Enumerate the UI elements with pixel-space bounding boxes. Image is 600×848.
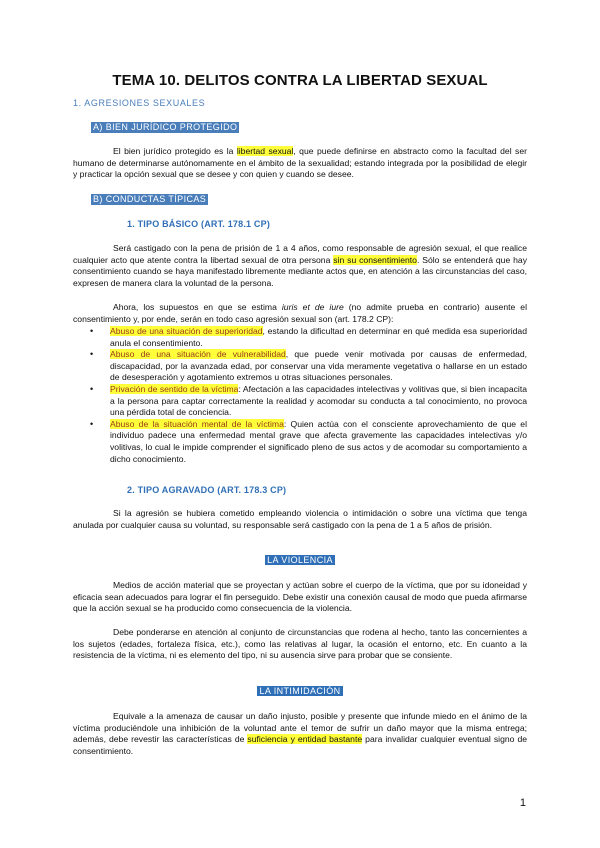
heading-conductas-tipicas: B) CONDUCTAS TÍPICAS bbox=[93, 194, 207, 204]
text-run: . Sólo se entenderá que hay consentimiento cuando se haya manifestado libremente mediante actos que, en atención a las circunstancias del caso, expresen de manera clara la voluntad de la persona. bbox=[73, 254, 527, 288]
bullet-icon: • bbox=[90, 326, 94, 336]
list-item-text: , estando la dificultad en determinar en qué medida esa superioridad anula el consentimiento. bbox=[110, 326, 527, 348]
heading-intimidacion-wrap bbox=[0, 686, 600, 697]
highlight-suficiencia: suficiencia y entidad bastante bbox=[247, 734, 363, 745]
text-run: Ahora, los supuestos en que se estima bbox=[113, 302, 282, 312]
heading-violencia-wrap bbox=[0, 555, 600, 566]
heading-intimidacion: LA INTIMIDACIÓN bbox=[259, 686, 341, 696]
page-title: TEMA 10. DELITOS CONTRA LA LIBERTAD SEXUAL bbox=[112, 72, 488, 89]
bullet-icon: • bbox=[90, 349, 94, 360]
bullet-icon: • bbox=[90, 383, 94, 394]
text-run: , que puede definirse en abstracto como la facultad del ser humano de determinarse autónomamente en el ámbito de la sexualidad; estando integrada por la posibilidad de elegir y practicar la opción sexual que se desee y con quien y cuando se desee. bbox=[73, 146, 527, 180]
paragraph-tipo-agravado: Si la agresión se hubiera cometido empleando violencia o intimidación o sobre una víctima que tenga anulada por cualquier causa su voluntad, su responsable será castigado con la pena de 1 a 5 años de prisión. bbox=[73, 508, 527, 530]
text-run: Será castigado con la pena de prisión de 1 a 4 años, como responsable de agresión sexual, el que realice cualquier acto que atente contra la libertad sexual de otra persona bbox=[73, 243, 527, 265]
highlight-libertad-sexual: libertad sexual bbox=[236, 146, 294, 156]
list-item-text: : Quien actúa con el consciente aprovechamiento de que el individuo padece una enfermedad mental grave que afecta gravemente las capacidades intelectivas y/o volitivas, lo cual le impide comprender el significado pleno de sus actos y de acomodar su comportamiento a dicho conocimiento. bbox=[110, 418, 527, 464]
text-run: (no admite prueba en contrario) ausente el consentimiento y, por ende, serán en todo caso agresión sexual son (art. 178.2 CP): bbox=[73, 302, 527, 324]
italic-iuris: iuris et de iure bbox=[281, 302, 344, 312]
paragraph-violencia-1: Medios de acción material que se proyectan y actúan sobre el cuerpo de la víctima, que por su idoneidad y eficacia sean adecuados para lograr el fin perseguido. Debe existir una conexión causal de modo que pueda afirmarse que la acción sexual se ha producido como consecuencia de la violencia. bbox=[73, 580, 527, 614]
list-item bbox=[73, 349, 527, 384]
list-item-text: , que puede venir motivada por causas de enfermedad, discapacidad, por la avanzada edad, por conservar una vida meramente vegetativa o hallarse en un estado de desesperación y agotamiento extremos u otras situaciones personales. bbox=[110, 349, 527, 383]
heading-bien-juridico: A) BIEN JURÍDICO PROTEGIDO bbox=[93, 122, 238, 132]
list-item bbox=[73, 384, 527, 419]
paragraph-supuestos bbox=[73, 302, 527, 325]
bullet-icon: • bbox=[90, 418, 94, 429]
paragraph-tipo-basico bbox=[73, 243, 527, 289]
paragraph-bien-juridico bbox=[73, 146, 527, 181]
text-run: El bien jurídico protegido es la bbox=[113, 146, 237, 156]
paragraph-intimidacion bbox=[73, 711, 527, 757]
list-item-text: : Afectación a las capacidades intelectivas y volitivas que, si bien incapacita a la persona para captar correctamente la realidad y acomodar su conducta a tal conocimiento, no provoca una pérdida total de conciencia. bbox=[110, 383, 527, 418]
text-run: para invalidar cualquier eventual signo de consentimiento. bbox=[73, 734, 528, 756]
highlight-term: Abuso de una situación de superioridad bbox=[110, 326, 263, 336]
section-heading-agresiones: 1. AGRESIONES SEXUALES bbox=[73, 98, 206, 108]
highlight-sin-consentimiento: sin su consentimiento bbox=[333, 254, 417, 265]
text-run: Equivale a la amenaza de causar un daño injusto, posible y presente que infunde miedo en el ánimo de la víctima produciéndole una inhibición de la voluntad ante el temor de sufrir un daño mayor que la misma entrega; además, debe revestir las características de bbox=[73, 711, 527, 745]
highlight-term: Abuso de la situación mental de la víctima bbox=[110, 418, 284, 429]
bullet-list-supuestos bbox=[73, 326, 527, 465]
subheading-tipo-basico: 1. TIPO BÁSICO (ART. 178.1 CP) bbox=[127, 219, 271, 229]
highlight-term: Privación de sentido de la víctima bbox=[110, 383, 239, 394]
paragraph-violencia-2: Debe ponderarse en atención al conjunto de circunstancias que rodena al hecho, tanto las concernientes a los sujetos (edades, fortaleza física, etc.), como las relativas al lugar, la ocasión el entorno, etc. En cuanto a la resistencia de la víctima, ni es elemento del tipo, ni su ausencia sirve para probar que se consiente. bbox=[73, 627, 527, 661]
subheading-tipo-agravado: 2. TIPO AGRAVADO (ART. 178.3 CP) bbox=[127, 485, 287, 495]
page-number: 1 bbox=[519, 797, 526, 809]
list-item bbox=[73, 326, 527, 349]
heading-violencia: LA VIOLENCIA bbox=[267, 555, 333, 565]
list-item bbox=[73, 419, 527, 465]
highlight-term: Abuso de una situación de vulnerabilidad bbox=[110, 349, 286, 360]
